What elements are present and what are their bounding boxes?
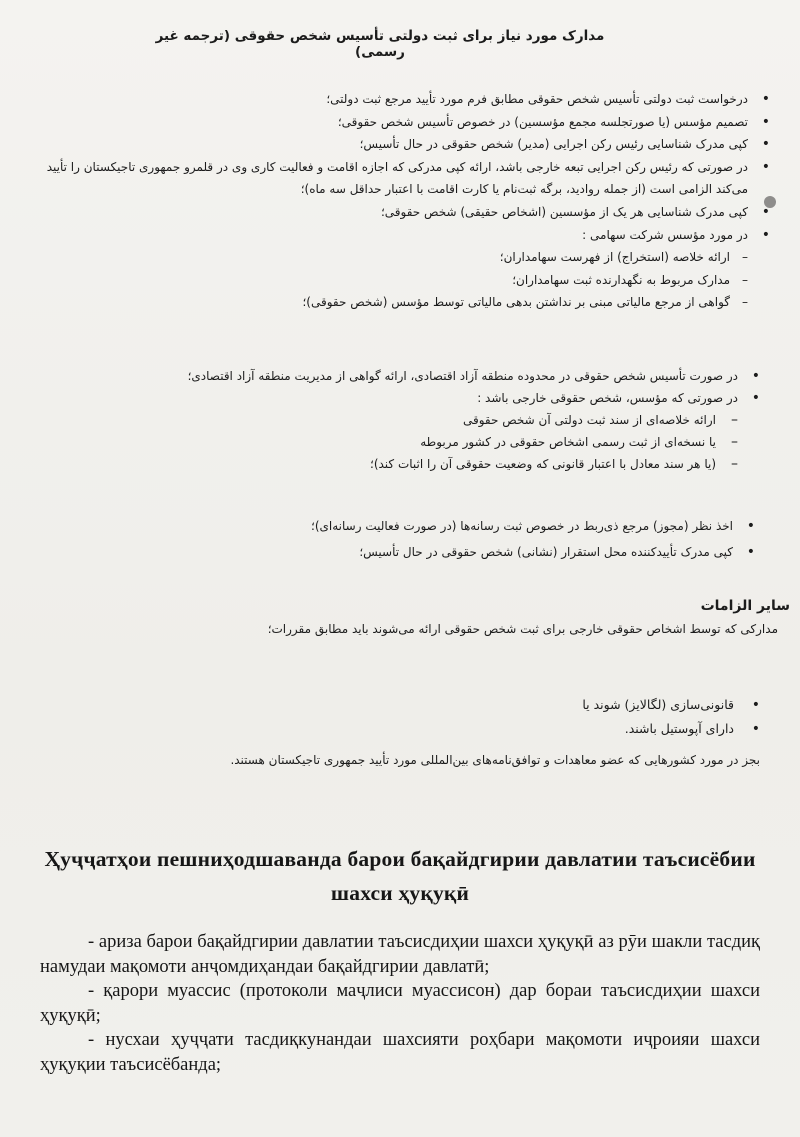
tajik-paragraph: - нусхаи ҳуҷҷати тасдиқкунандаи шахсияти роҳбари мақомоти иҷроияи шахси ҳуқуқии таъсисёбанда; [40, 1030, 760, 1075]
exception-note: بجز در مورد کشورهایی که عضو معاهدات و توافق‌نامه‌های بین‌المللی مورد تأیید جمهوری تاجیکستان هستند. [230, 753, 760, 767]
list-item: • قانونی‌سازی (لگالایز) شوند یا [60, 693, 760, 717]
sub-list-foreign-founder [40, 409, 738, 475]
list-item: • کپی مدرک شناسایی هر یک از مؤسسین (اشخاص حقیقی) شخص حقوقی؛ [40, 201, 770, 224]
tajik-paragraph: - қарори муассис (протоколи маҷлиси муассисон) дар бораи таъсисдиҳии шахси ҳуқуқӣ; [40, 981, 760, 1026]
sub-list-item: – (یا هر سند معادل با اعتبار قانونی که وضعیت حقوقی آن را اثبات کند)؛ [40, 453, 738, 475]
list-item: • دارای آپوستیل باشند. [60, 717, 760, 741]
legalization-list [60, 693, 760, 741]
sub-list-item: – ارائه خلاصه‌ای از سند ثبت دولتی آن شخص حقوقی [40, 409, 738, 431]
list-item: • درخواست ثبت دولتی تأسیس شخص حقوقی مطابق فرم مورد تأیید مرجع ثبت دولتی؛ [40, 88, 770, 111]
persian-requirements-list [40, 88, 770, 314]
list-item [40, 224, 770, 314]
sub-list-shareholders [40, 246, 748, 314]
tajik-title: Ҳуҷҷатҳои пешниҳодшаванда барои бақайдгирии давлатии таъсисёбии шахси ҳуқуқӣ [44, 847, 756, 905]
list-item [40, 387, 760, 475]
list-item-label: در صورتی که مؤسس، شخص حقوقی خارجی باشد : [477, 391, 738, 405]
sub-list-item: – ارائه خلاصه (استخراج) از فهرست سهامداران؛ [40, 246, 748, 269]
list-item: • در صورت تأسیس شخص حقوقی در محدوده منطقه آزاد اقتصادی، ارائه گواهی از مدیریت منطقه آزاد اقتصادی؛ [40, 365, 760, 387]
sub-list-item: – مدارک مربوط به نگهدارنده ثبت سهامداران؛ [40, 269, 748, 292]
list-item: • تصمیم مؤسس (یا صورتجلسه مجمع مؤسسین) در خصوص تأسیس شخص حقوقی؛ [40, 111, 770, 134]
persian-title: مدارک مورد نیاز برای ثبت دولتی تأسیس شخص حقوقی (ترجمه غیر رسمی) [155, 28, 605, 60]
list-item: • کپی مدرک شناسایی رئیس رکن اجرایی (مدیر) شخص حقوقی در حال تأسیس؛ [40, 133, 770, 156]
sub-list-item: – گواهی از مرجع مالیاتی مبنی بر نداشتن بدهی مالیاتی توسط مؤسس (شخص حقوقی)؛ [40, 291, 748, 314]
tajik-body [40, 930, 760, 1077]
list-item: • اخذ نظر (مجوز) مرجع ذی‌ربط در خصوص ثبت رسانه‌ها (در صورت فعالیت رسانه‌ای)؛ [40, 513, 755, 539]
list-item: • در صورتی که رئیس رکن اجرایی تبعه خارجی باشد، ارائه کپی مدرکی که اجازه اقامت و فعالیت کاری وی در قلمرو جمهوری تاجیکستان را تأیید می‌کند الزامی است (از جمله روادید، برگه ثبت‌نام یا کارت اقامت با اعتبار حداقل سه ماه)؛ [40, 156, 770, 201]
sub-list-item: – یا نسخه‌ای از ثبت رسمی اشخاص حقوقی در کشور مربوطه [40, 431, 738, 453]
other-requirements-text: مدارکی که توسط اشخاص حقوقی خارجی برای ثبت شخص حقوقی ارائه می‌شوند باید مطابق مقررات؛ [267, 622, 778, 636]
list-item-label: در مورد مؤسس شرکت سهامی : [582, 227, 748, 242]
other-requirements-heading: سایر الزامات [700, 598, 790, 614]
persian-requirements-list-2 [40, 365, 760, 475]
tajik-paragraph: - ариза барои бақайдгирии давлатии таъсисдиҳии шахси ҳуқуқӣ аз рӯи шакли тасдиқ намудаи мақомоти анҷомдиҳандаи бақайдгирии давлатӣ; [40, 932, 760, 977]
persian-requirements-list-3 [40, 513, 755, 565]
list-item: • کپی مدرک تأییدکننده محل استقرار (نشانی) شخص حقوقی در حال تأسیس؛ [40, 539, 755, 565]
